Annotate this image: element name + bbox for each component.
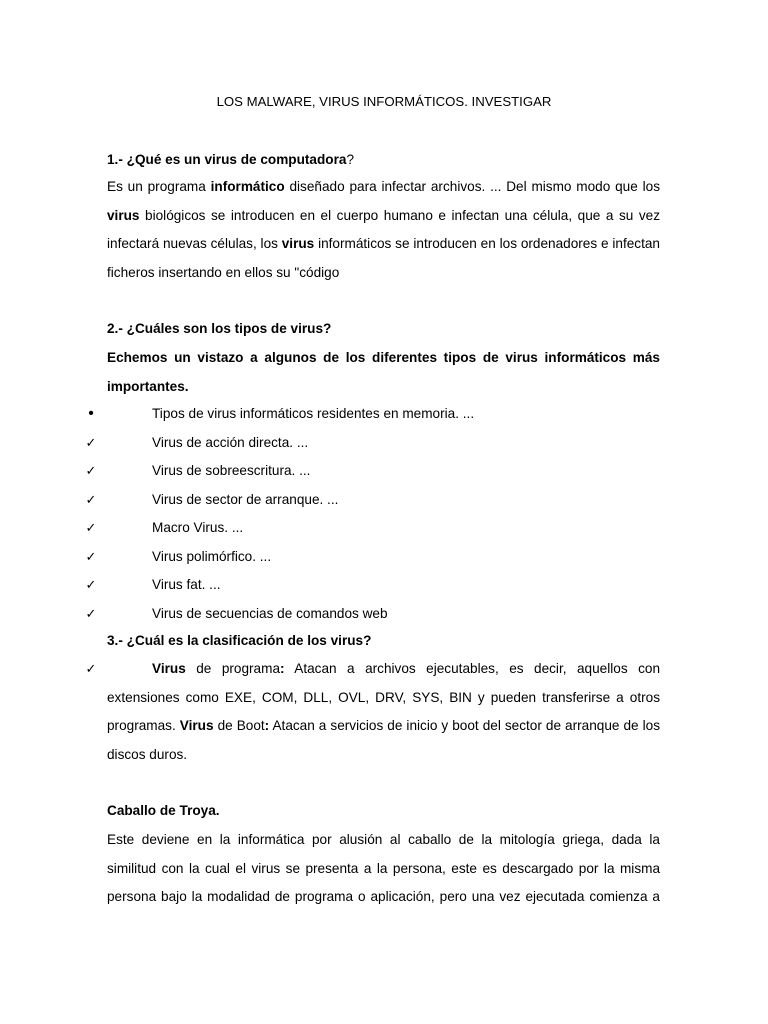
answer-3-text-b: Atacan a servicios de inicio y boot del sector de arranque de los discos duros. bbox=[107, 718, 660, 762]
list-item bbox=[0, 486, 768, 515]
list-item bbox=[0, 600, 768, 629]
question-2-intro bbox=[107, 344, 660, 401]
trojan-line: persona bajo la modalidad de programa o aplicación, pero una vez ejecutada comienza a bbox=[107, 889, 660, 904]
list-item-text: Macro Virus. ... bbox=[152, 520, 244, 535]
answer-3-colon: : bbox=[280, 661, 285, 676]
document-title: LOS MALWARE, VIRUS INFORMÁTICOS. INVESTIGAR bbox=[216, 94, 552, 109]
list-item-text: Virus de acción directa. ... bbox=[152, 434, 309, 450]
list-item bbox=[0, 514, 768, 543]
question-2-text: 2.- ¿Cuáles son los tipos de virus? bbox=[107, 321, 332, 336]
answer-3-colon-2: : bbox=[264, 718, 270, 733]
checkmark-icon: ✓ bbox=[85, 463, 97, 478]
answer-1-text-g: informáticos se introducen en los ordenadores e infectan ficheros insertando en ellos su "código bbox=[107, 236, 660, 280]
list-item bbox=[0, 543, 768, 572]
question-1-text: 1.- ¿Qué es un virus de computadora bbox=[107, 152, 347, 167]
question-2 bbox=[107, 315, 660, 344]
answer-3-bold-virus: Virus bbox=[152, 661, 186, 676]
answer-3-text-boot: de Boot bbox=[213, 718, 265, 733]
trojan-paragraph bbox=[107, 826, 660, 912]
list-item bbox=[0, 400, 768, 429]
bullet-icon: • bbox=[88, 405, 94, 422]
checkmark-icon: ✓ bbox=[85, 605, 97, 621]
question-3-text: 3.- ¿Cuál es la clasificación de los virus? bbox=[107, 633, 372, 648]
answer-1-bold-virus: virus bbox=[107, 207, 140, 223]
answer-1-text-a: Es un programa bbox=[107, 179, 211, 194]
checkmark-icon: ✓ bbox=[85, 434, 97, 450]
answer-1-bold-virus-2: virus bbox=[281, 236, 315, 251]
answer-1-text-c: diseñado para infectar archivos. ... Del mismo modo que los bbox=[284, 179, 660, 194]
trojan-heading bbox=[107, 797, 660, 826]
list-item-text: Virus de sector de arranque. ... bbox=[152, 491, 339, 507]
list-item-text: Virus polimórfico. ... bbox=[152, 548, 272, 564]
checkmark-icon: ✓ bbox=[85, 548, 97, 564]
list-item-text: Tipos de virus informáticos residentes en memoria. ... bbox=[152, 406, 475, 421]
checkmark-icon: ✓ bbox=[85, 520, 97, 535]
question-2-intro-text: Echemos un vistazo a algunos de los diferentes tipos de virus informáticos más importantes. bbox=[107, 350, 660, 394]
question-3 bbox=[107, 627, 660, 656]
trojan-heading-text: Caballo de Troya. bbox=[107, 803, 220, 818]
list-item-text: Virus fat. ... bbox=[152, 577, 221, 592]
checkmark-icon: ✓ bbox=[85, 661, 97, 676]
checkmark-icon: ✓ bbox=[85, 491, 97, 507]
answer-3-text-programa: de programa bbox=[185, 661, 281, 676]
answer-3-paragraph bbox=[107, 655, 660, 769]
answer-3-text-a: Atacan a archivos ejecutables, es decir, aquellos con extensiones como EXE, COM, DLL, OVL, DRV, SYS, BIN y pueden transferirse a otros programas. bbox=[107, 661, 660, 733]
list-item bbox=[0, 429, 768, 458]
trojan-line: Este deviene en la informática por alusión al caballo de la mitología griega, dada la bbox=[107, 832, 660, 847]
answer-1-paragraph bbox=[107, 173, 660, 287]
list-item bbox=[0, 457, 768, 486]
checkmark-icon: ✓ bbox=[85, 577, 97, 592]
question-3-marker-row bbox=[0, 655, 97, 684]
answer-1-text-e: biológicos se introducen en el cuerpo humano e infectan una célula, que a su vez infectará nuevas células, los bbox=[107, 207, 660, 251]
question-1-mark: ? bbox=[346, 152, 355, 167]
trojan-line: similitud con la cual el virus se presenta a la persona, este es descargado por la misma bbox=[107, 860, 660, 876]
list-item bbox=[0, 571, 768, 600]
question-1 bbox=[107, 146, 660, 175]
list-item-text: Virus de secuencias de comandos web bbox=[152, 605, 388, 621]
list-item-text: Virus de sobreescritura. ... bbox=[152, 463, 311, 478]
answer-1-bold-informatico: informático bbox=[210, 179, 285, 194]
answer-3-bold-virus-2: Virus bbox=[179, 718, 214, 733]
